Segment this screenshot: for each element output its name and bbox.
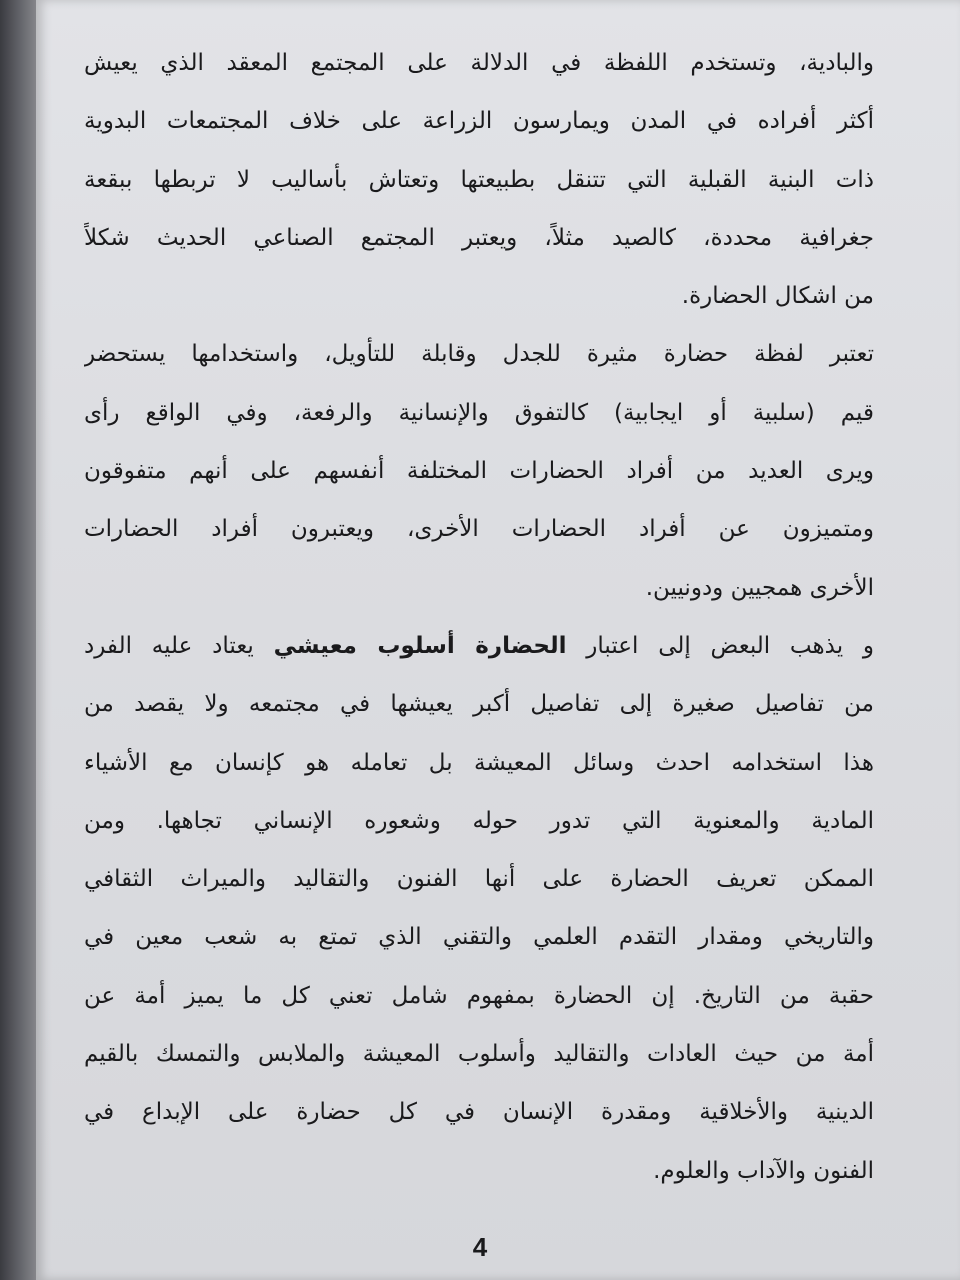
text-line: تعتبر لفظة حضارة مثيرة للجدل وقابلة للتأويل، واستخدامها يستحضر	[84, 341, 874, 368]
text-line: حقبة من التاريخ. إن الحضارة بمفهوم شامل تعني كل ما يميز أمة عن	[84, 982, 874, 1009]
text-line: الممكن تعريف الحضارة على أنها الفنون والتقاليد والميراث الثقافي	[84, 866, 874, 893]
text-line: الأخرى همجيين ودونيين.	[645, 574, 874, 601]
text-line: جغرافية محددة، كالصيد مثلاً، ويعتبر المجتمع الصناعي الحديث شكلاً	[84, 224, 874, 251]
text-line: المادية والمعنوية التي تدور حوله وشعوره الإنساني تجاهها. ومن	[84, 807, 874, 834]
text-line: والبادية، وتستخدم اللفظة في الدلالة على المجتمع المعقد الذي يعيش	[84, 50, 874, 76]
emphasized-phrase: الحضارة أسلوب معيشي	[273, 632, 567, 659]
text-line: ذات البنية القبلية التي تتنقل بطبيعتها وتعتاش بأساليب لا تربطها ببقعة	[84, 166, 874, 193]
text-line: أكثر أفراده في المدن ويمارسون الزراعة على خلاف المجتمعات البدوية	[84, 108, 874, 135]
text-line: قيم (سلبية أو ايجابية) كالتفوق والإنسانية والرفعة، وفي الواقع رأى	[84, 399, 874, 426]
text-line: ويرى العديد من أفراد الحضارات المختلفة أنفسهم على أنهم متفوقون	[84, 458, 874, 485]
book-spine-shadow	[0, 0, 40, 1280]
text-line: ومتميزون عن أفراد الحضارات الأخرى، ويعتبرون أفراد الحضارات	[84, 516, 874, 543]
text-line: والتاريخي ومقدار التقدم العلمي والتقني الذي تمتع به شعب معين في	[84, 924, 874, 951]
text-line-with-emphasis	[84, 617, 874, 675]
text-line: الدينية والأخلاقية ومقدرة الإنسان في كل حضارة على الإبداع في	[84, 1099, 874, 1126]
text-run: يعتاد عليه الفرد	[84, 632, 274, 659]
text-line: من اشكال الحضارة.	[681, 283, 874, 310]
text-line: الفنون والآداب والعلوم.	[653, 1157, 874, 1184]
text-line: من تفاصيل صغيرة إلى تفاصيل أكبر يعيشها في مجتمعه ولا يقصد من	[84, 691, 874, 718]
text-line: هذا استخدامه احدث وسائل المعيشة بل تعامله هو كإنسان مع الأشياء	[84, 749, 874, 776]
text-line: أمة من حيث العادات والتقاليد وأسلوب المعيشة والملابس والتمسك بالقيم	[84, 1041, 874, 1068]
page-body-text	[84, 34, 874, 1200]
text-run: و يذهب البعض إلى اعتبار	[566, 632, 874, 659]
page-number: 4	[472, 1232, 488, 1262]
